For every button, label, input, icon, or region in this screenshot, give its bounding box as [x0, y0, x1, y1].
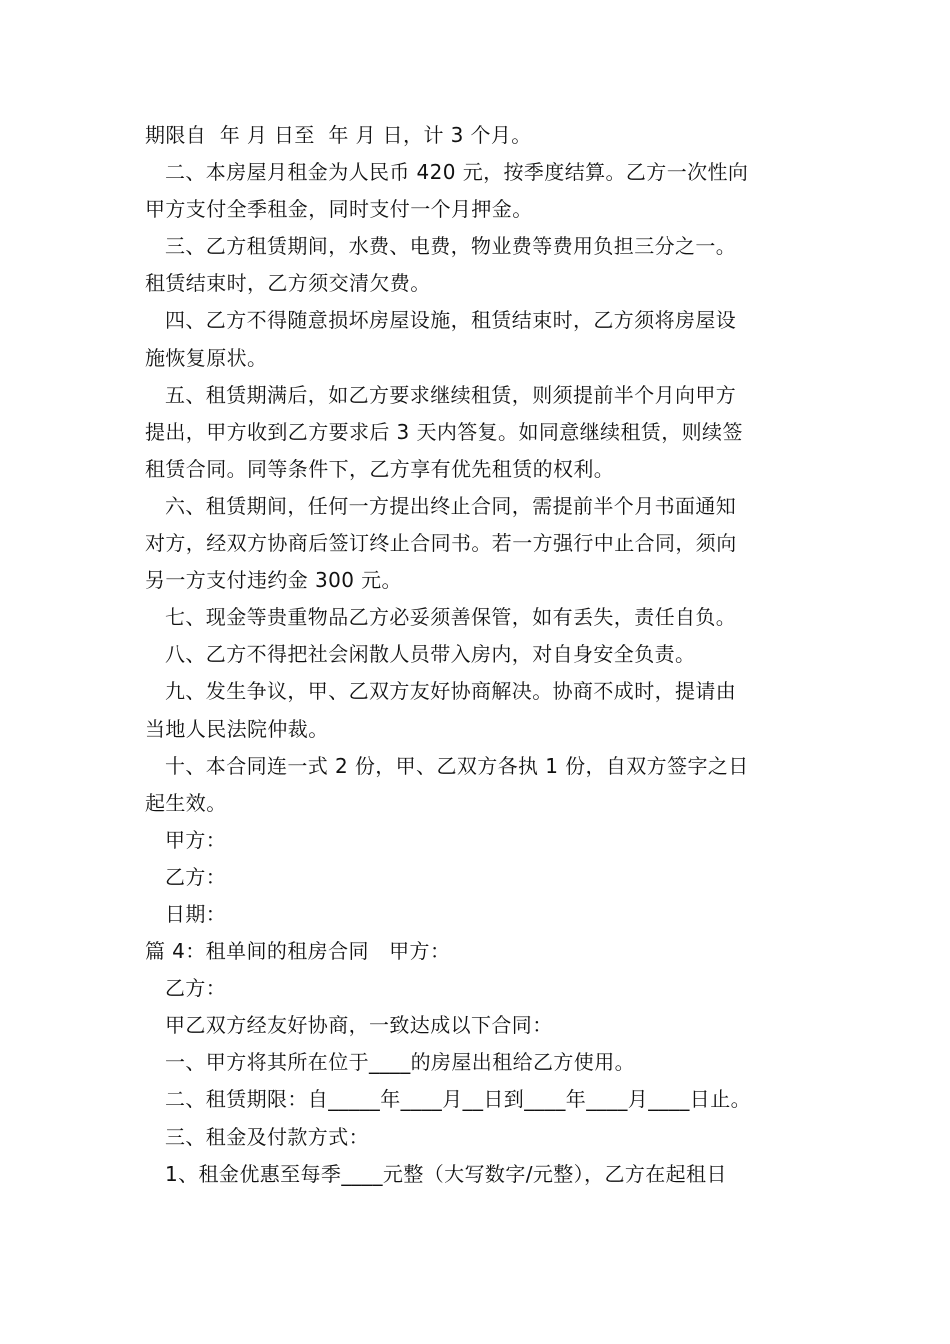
text-line-6: 四、乙方不得随意损坏房屋设施，租赁结束时，乙方须将房屋设	[165, 308, 737, 333]
section-heading: 篇 4：租单间的租房合同 甲方：	[145, 939, 451, 964]
text-line-15: 八、乙方不得把社会闲散人员带入房内，对自身安全负责。	[165, 642, 696, 667]
text-line-13: 另一方支付违约金 300 元。	[145, 568, 402, 593]
text-line-10: 租赁合同。同等条件下，乙方享有优先租赁的权利。	[145, 456, 615, 481]
signature-party-a: 甲方：	[165, 827, 227, 852]
text-line-28: 三、租金及付款方式：	[165, 1124, 369, 1149]
text-line-26: 一、甲方将其所在位于____的房屋出租给乙方使用。	[165, 1050, 635, 1075]
text-line-11: 六、租赁期间，任何一方提出终止合同，需提前半个月书面通知	[165, 493, 737, 518]
text-line-1: 期限自 年 月 日至 年 月 日，计 3 个月。	[145, 123, 532, 147]
text-line-2: 二、本房屋月租金为人民币 420 元，按季度结算。乙方一次性向	[165, 160, 749, 185]
signature-date: 日期：	[165, 901, 227, 926]
text-line-25: 甲乙双方经友好协商，一致达成以下合同：	[165, 1013, 553, 1038]
text-line-17: 当地人民法院仲裁。	[145, 716, 329, 741]
text-line-12: 对方，经双方协商后签订终止合同书。若一方强行中止合同，须向	[145, 531, 737, 556]
text-line-3: 甲方支付全季租金，同时支付一个月押金。	[145, 197, 533, 222]
text-line-4: 三、乙方租赁期间，水费、电费，物业费等费用负担三分之一。	[165, 234, 737, 259]
text-line-8: 五、租赁期满后，如乙方要求继续租赁，则须提前半个月向甲方	[165, 382, 737, 407]
text-line-18: 十、本合同连一式 2 份，甲、乙双方各执 1 份，自双方签字之日	[165, 753, 749, 778]
signature-party-b: 乙方：	[165, 864, 227, 889]
text-line-19: 起生效。	[145, 790, 227, 815]
text-line-9: 提出，甲方收到乙方要求后 3 天内答复。如同意继续租赁，则续签	[145, 419, 743, 444]
text-line-24: 乙方：	[165, 976, 227, 1001]
text-line-29: 1、租金优惠至每季____元整（大写数字/元整），乙方在起租日	[165, 1161, 727, 1186]
text-line-7: 施恢复原状。	[145, 345, 268, 370]
text-line-16: 九、发生争议，甲、乙双方友好协商解决。协商不成时，提请由	[165, 679, 737, 704]
document-body	[145, 117, 810, 1193]
text-line-5: 租赁结束时，乙方须交清欠费。	[145, 271, 431, 296]
text-line-14: 七、现金等贵重物品乙方必妥须善保管，如有丢失，责任自负。	[165, 605, 737, 630]
text-line-27: 二、租赁期限：自_____年____月__日到____年____月____日止。	[165, 1087, 751, 1112]
